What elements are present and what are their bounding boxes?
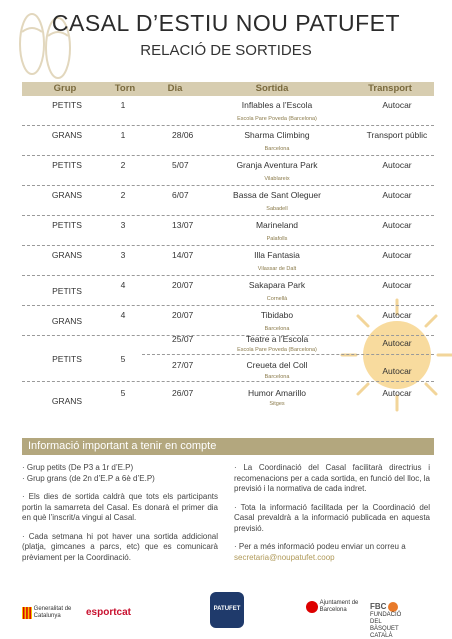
cell-transport: Autocar [382,220,412,230]
cell-transport: Autocar [382,250,412,260]
table-row: GRANS 5 26/07 Humor Amarillo Sitges Autocar [51,388,412,407]
row-divider [22,185,434,186]
info-left-column [22,463,218,571]
cell-torn: 1 [120,100,126,110]
col-transport: Transport [368,83,412,94]
basketball-icon [388,602,398,612]
cell-sortida: Marineland [255,220,299,230]
info-item: · Tota la informació facilitada per la Coordinació del Casal prevaldrà a la informació publicada en aquesta previsió. [234,502,430,533]
cell-place: Escola Pare Poveda (Barcelona) [237,116,317,122]
cell-place: Vilassar de Dalt [257,266,297,272]
table-row: PETITS 5 25/07 Teatre a l’Escola Escola Pare Poveda (Barcelona) Autocar 27/07 Creueta del Coll Barcelona Autocar [52,334,412,380]
table-row [22,218,434,248]
info-item: · Grup grans (de 2n d’E.P a 6è d’E.P) [22,473,155,483]
generalitat-logo: Generalitat de Catalunya [22,606,79,620]
cell-dia: 6/07 [172,190,189,200]
info-item: · Cada setmana hi pot haver una sortida addicional (platja, gimcanes a parcs, etc) que es comunicarà prèviament per la Coordinació. [22,531,218,562]
table-row [22,128,434,158]
cell-transport: Transport públic [366,130,428,140]
cell-transport: Autocar [382,160,412,170]
cell-dia: 5/07 [172,160,189,170]
cell-dia: 13/07 [172,220,194,230]
table-row [22,278,434,308]
cell-grup: PETITS [52,160,82,170]
row-divider [22,125,434,126]
cell-sortida: Sharma Climbing [244,130,310,140]
cell-grup: GRANS [51,316,83,326]
cell-place: Barcelona [264,326,290,332]
info-right-column [234,463,430,563]
cell-torn: 3 [120,220,126,230]
table-row [22,98,434,128]
cell-sortida: Illa Fantasia [254,250,300,260]
esportcat-logo: esportcat [86,607,132,618]
cell-place: Vilablareix [264,176,290,182]
barcelona-logo: Ajuntament de Barcelona [306,600,366,614]
cell-dia: 20/07 [172,280,194,290]
col-dia: Dia [167,83,183,94]
col-torn: Torn [114,83,136,94]
row-divider [22,155,434,156]
cell-dia: 20/07 [172,310,194,320]
footer-logos [22,592,434,639]
cell-place: Cornellà [266,296,288,302]
cell-transport: Autocar [382,310,412,320]
table-row [22,158,434,188]
table-row [22,248,434,278]
info-item: · Grup petits (De P3 a 1r d’E.P) [22,463,134,472]
cell-grup: GRANS [51,130,83,140]
fundacio-logo: FBC FUNDACIÓ DEL BÀSQUET CATALÀ [370,602,402,639]
info-item: · Per a més informació podeu enviar un correu a secretaria@noupatufet.coop [234,542,406,562]
cell-grup: PETITS [52,100,82,110]
cell-torn: 4 [120,280,126,290]
cell-torn: 1 [120,130,126,140]
cell-sortida: Sakapara Park [248,280,306,290]
cell-transport: Autocar [382,100,412,110]
cell-grup: GRANS [51,250,83,260]
cell-transport: Autocar [382,280,412,290]
cell-sortida: Tibidabo [260,310,294,320]
info-heading: Informació important a tenir en compte [22,438,434,455]
cell-grup: PETITS [52,220,82,230]
page-title: CASAL D’ESTIU NOU PATUFET [51,10,401,36]
row-divider [142,354,434,355]
row-divider [22,305,434,306]
info-item: · Els dies de sortida caldrà que tots els participants portin la samarreta del Casal. Es donarà el primer dia en què l’inscrit/a vingui al Casal. [22,492,218,522]
generalitat-icon [22,607,32,619]
cell-place: Sabadell [266,206,288,212]
table-header [22,82,434,96]
cell-place: Barcelona [264,146,290,152]
info-item: · La Coordinació del Casal facilitarà directrius i recomenacions per a cada sortida, en funció del lloc, la previsió i la normativa de cada indret. [234,463,430,493]
cell-sortida: Granja Aventura Park [236,160,318,170]
cell-torn: 2 [120,190,126,200]
row-divider [22,275,434,276]
row-divider [22,245,434,246]
cell-torn: 2 [120,160,126,170]
email-link[interactable]: secretaria@noupatufet.coop [234,552,335,562]
cell-grup: GRANS [51,190,83,200]
row-divider [22,215,434,216]
cell-dia: 14/07 [172,250,194,260]
cell-torn: 3 [120,250,126,260]
cell-sortida: Bassa de Sant Oleguer [233,190,321,200]
cell-grup: PETITS [52,286,82,296]
table-row [22,188,434,218]
cell-torn: 4 [120,310,126,320]
cell-sortida: Inflables a l’Escola [241,100,313,110]
col-sortida: Sortida [255,83,289,94]
row-divider [22,381,434,382]
cell-transport: Autocar [382,190,412,200]
barcelona-icon [306,601,318,613]
cell-dia: 28/06 [172,130,194,140]
patufet-logo: PATUFET [210,592,244,628]
col-grup: Grup [53,83,77,94]
page-subtitle: RELACIÓ DE SORTIDES [140,42,312,59]
cell-place: Palafolls [266,236,288,242]
